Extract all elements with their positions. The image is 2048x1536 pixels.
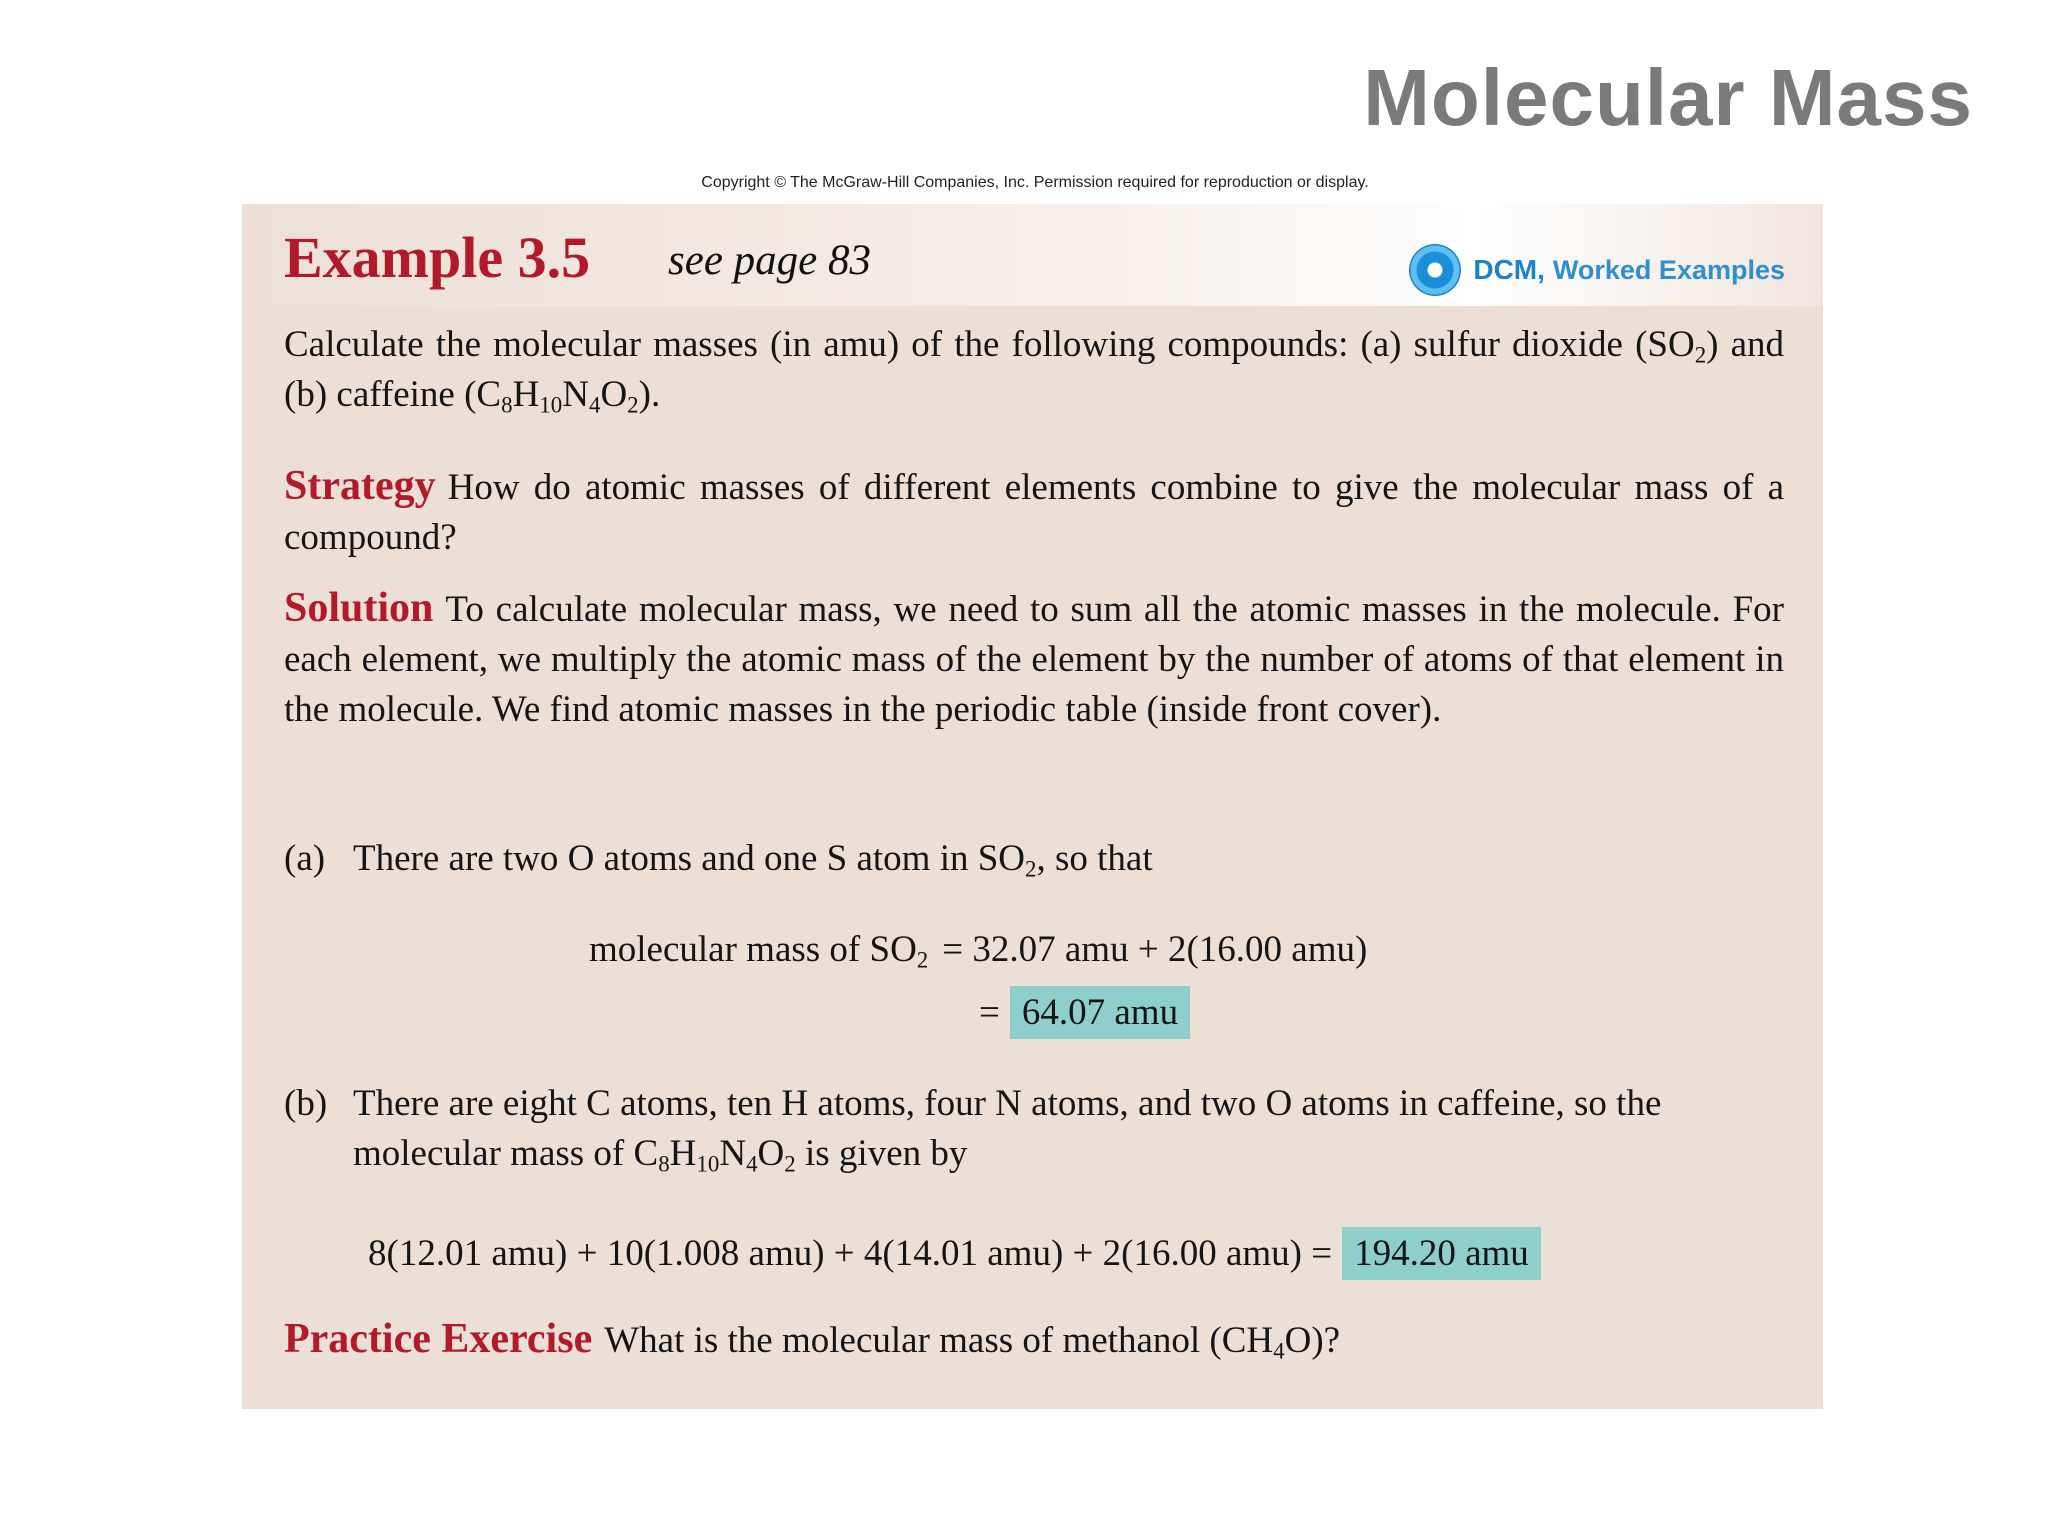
solution-text: To calculate molecular mass, we need to sum all the atomic masses in the molecule. For each element, we multiply the atomic mass of the element by the number of atoms of that element in the molecule. We find atomic masses in the periodic table (inside front cover). (284, 589, 1784, 730)
dcm-label: DCM, (1473, 254, 1545, 285)
strategy-label: Strategy (284, 463, 436, 509)
part-a-text: There are two O atoms and one S atom in $SO_2$, so that (353, 838, 1153, 882)
example-panel (242, 204, 1823, 1409)
strategy-text: How do atomic masses of different elements combine to give the molecular mass of a compound? (284, 467, 1784, 558)
slide-title: Molecular Mass (1363, 53, 1973, 142)
practice-exercise: Practice Exercise What is the molecular mass of methanol $(CH_4O)$? (284, 1316, 1341, 1364)
cd-disc-icon (1409, 244, 1461, 296)
example-header (242, 204, 1823, 306)
practice-exercise-label: Practice Exercise (284, 1316, 593, 1362)
worked-examples-label: Worked Examples (1552, 254, 1785, 285)
copyright-notice: Copyright © The McGraw-Hill Companies, Inc. Permission required for reproduction or display. (701, 174, 1369, 191)
part-b-equation: 8(12.01 amu) + 10(1.008 amu) + 4(14.01 amu) + 2(16.00 amu) = 194.20 amu (368, 1229, 1541, 1279)
part-b-result-highlight: 194.20 amu (1342, 1227, 1541, 1280)
part-a-equation-line2: = 64.07 amu (979, 988, 1190, 1038)
part-a-marker: (a) (284, 838, 326, 879)
part-b-item (284, 1079, 1784, 1179)
see-page-reference: see page 83 (668, 237, 871, 284)
problem-statement: Calculate the molecular masses (in amu) of the following compounds: (a) sulfur dioxide $(SO_2)$ and (b) caffeine $(C_8H_{10}N_4O_2)$. (284, 324, 1784, 418)
strategy-paragraph (284, 461, 1784, 563)
solution-paragraph (284, 583, 1784, 735)
part-b-marker: (b) (284, 1083, 328, 1124)
solution-label: Solution (284, 585, 434, 631)
part-a-item (284, 834, 1784, 884)
part-b-text: There are eight C atoms, ten H atoms, four N atoms, and two O atoms in caffeine, so the molecular mass of $C_8H_{10}N_4O_2$ is given by (353, 1083, 1662, 1177)
example-title: Example 3.5 (284, 225, 591, 290)
part-a-equation-line1: molecular mass of $SO_2 = 32.07$ amu + 2(16.00 amu) (589, 929, 1368, 973)
dcm-worked-examples-link[interactable] (1409, 244, 1785, 296)
part-a-result-highlight: 64.07 amu (1010, 986, 1190, 1039)
